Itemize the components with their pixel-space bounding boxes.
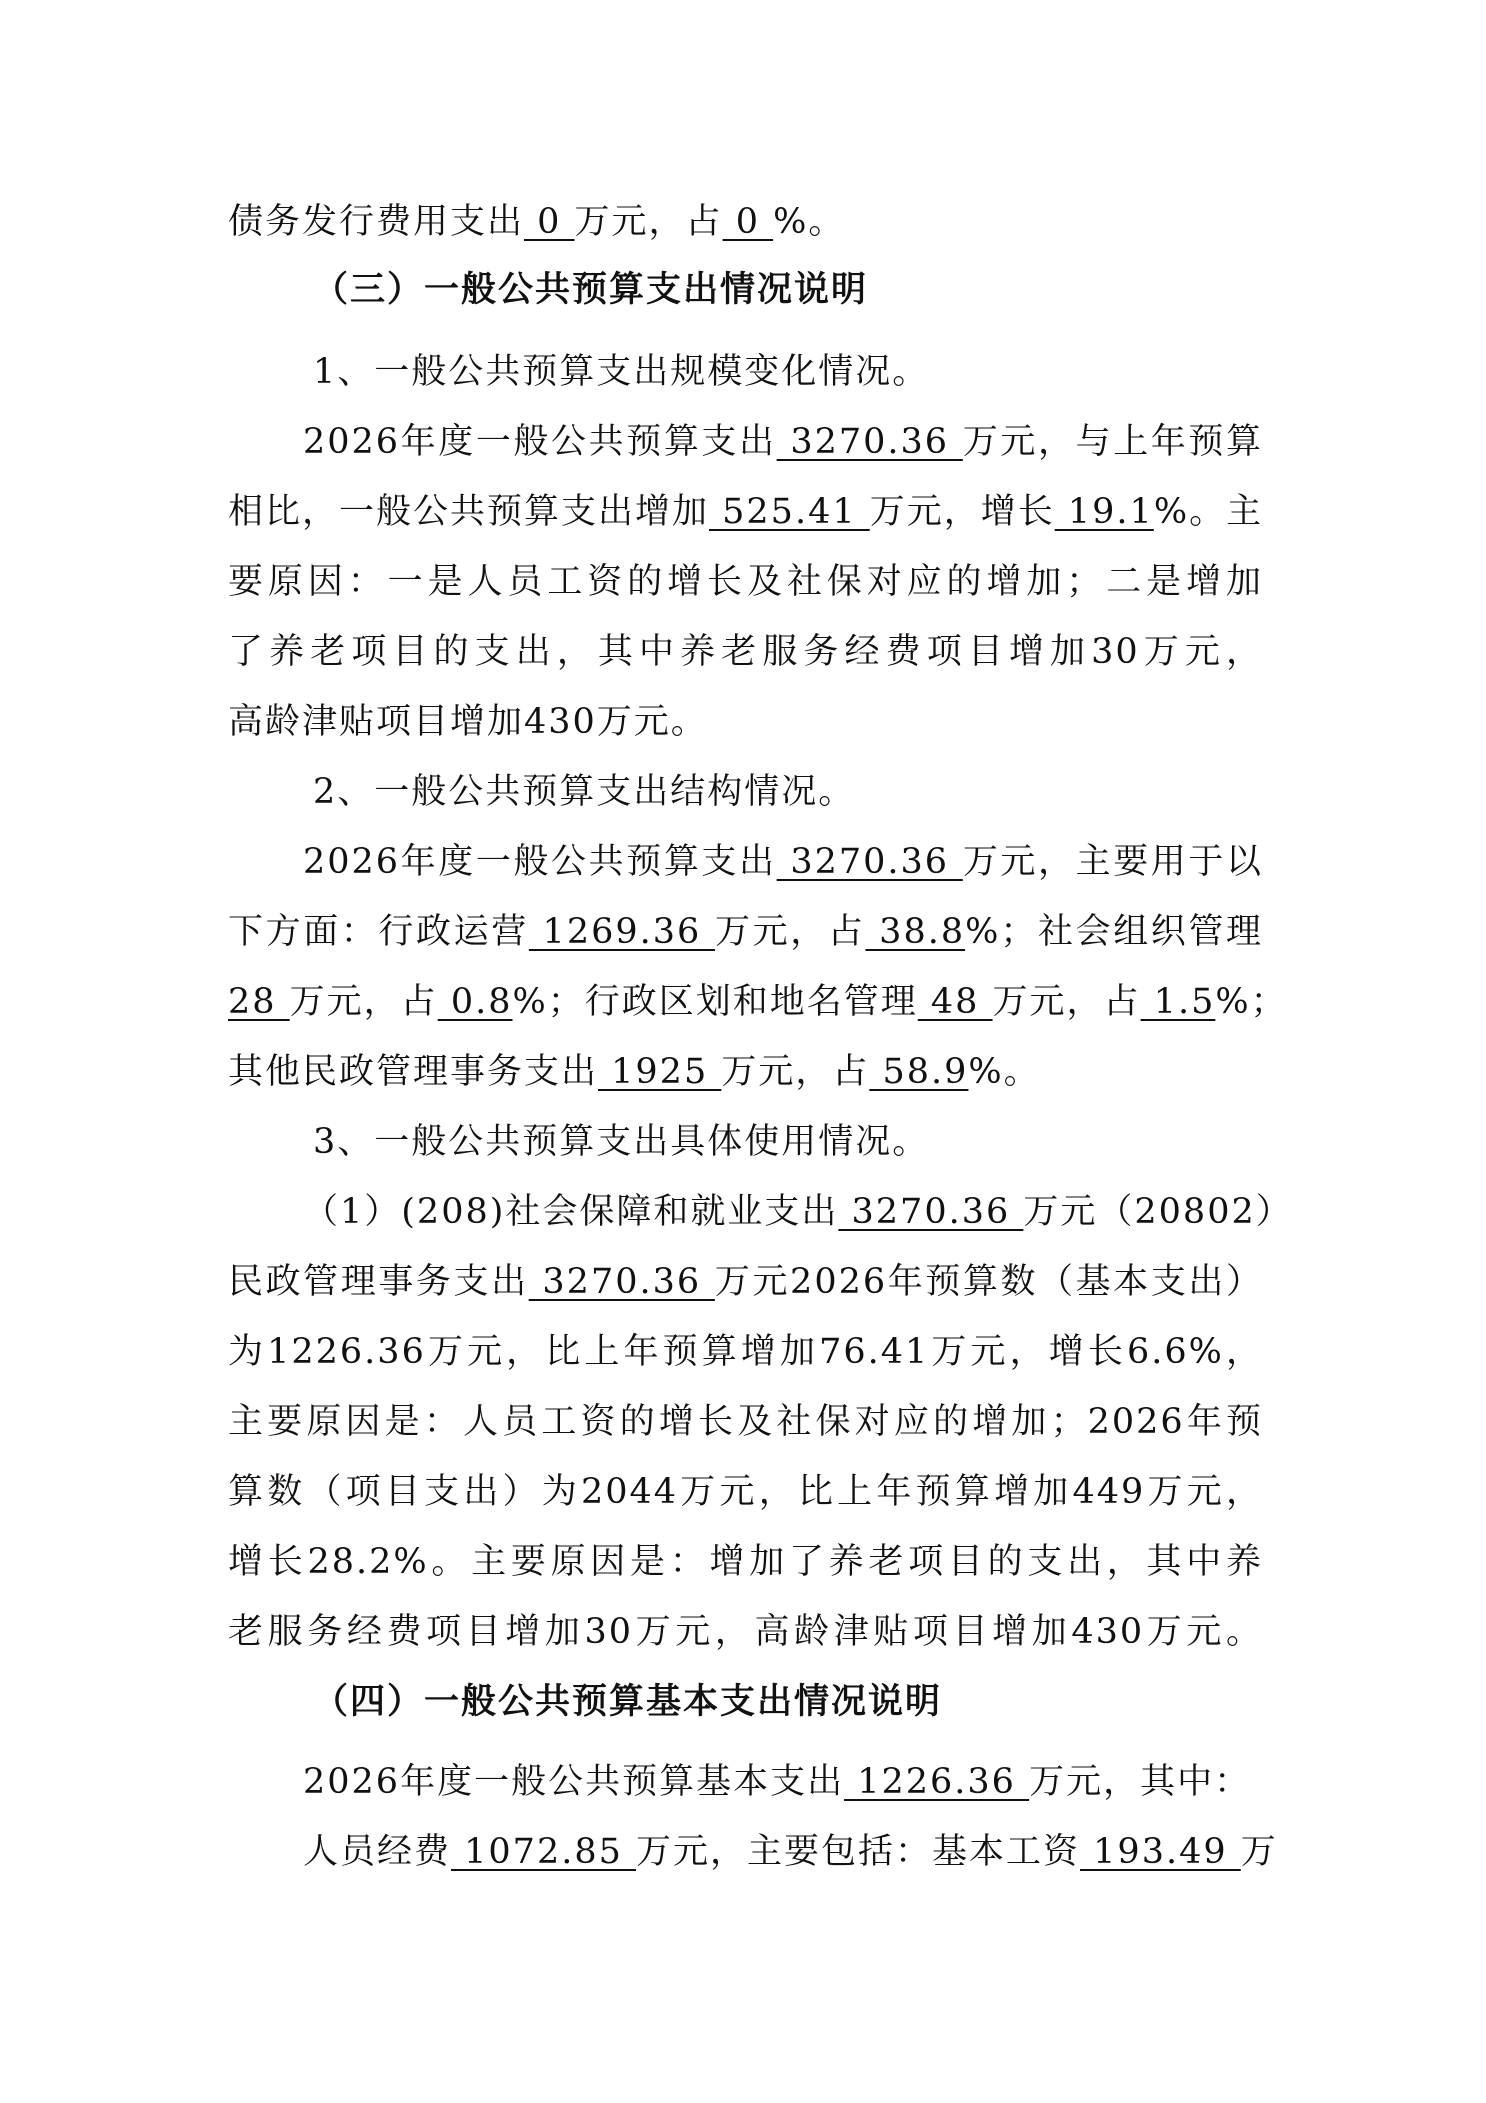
underlined-value: 3270.36	[528, 1262, 715, 1302]
text-line	[228, 1470, 1263, 1520]
text-line	[303, 1830, 1278, 1880]
text-line	[228, 910, 1263, 960]
text-line	[303, 420, 1263, 470]
text-segment: 万元，占	[574, 202, 723, 242]
text-line	[228, 1400, 1263, 1450]
text-line	[228, 490, 1263, 540]
text-segment: 万元，增长	[869, 492, 1055, 532]
underlined-value: 1.5	[1140, 982, 1216, 1022]
underlined-value: 1226.36	[844, 1762, 1030, 1802]
text-segment: 万元，其中：	[1029, 1762, 1252, 1802]
text-segment: 1、一般公共预算支出规模变化情况。	[313, 352, 930, 392]
underlined-value: 19.1	[1054, 492, 1154, 532]
underlined-value: 58.9	[869, 1052, 969, 1092]
text-segment: 万元，占	[289, 982, 438, 1022]
text-segment: %；行政区划和地名管理	[512, 982, 918, 1022]
text-segment: 老服务经费项目增加30万元，高龄津贴项目增加430万元。	[228, 1612, 1263, 1652]
text-segment: 主要原因是：人员工资的增长及社保对应的增加；2026年预	[228, 1402, 1263, 1442]
text-line	[228, 560, 1263, 610]
text-segment: 增长28.2%。主要原因是：增加了养老项目的支出，其中养	[228, 1542, 1263, 1582]
underlined-value: 0	[722, 202, 774, 242]
text-segment: 2026年度一般公共预算基本支出	[303, 1762, 845, 1802]
text-segment: （三）一般公共预算支出情况说明	[313, 270, 869, 310]
underlined-value: 1269.36	[528, 912, 716, 952]
text-segment: 其他民政管理事务支出	[228, 1052, 599, 1092]
text-segment: 3、一般公共预算支出具体使用情况。	[313, 1122, 930, 1162]
text-segment: 下方面：行政运营	[228, 912, 529, 952]
text-segment: 算数（项目支出）为2044万元，比上年预算增加449万元，	[228, 1472, 1263, 1512]
text-line	[228, 1330, 1263, 1380]
text-line	[228, 1260, 1263, 1310]
text-segment: 万	[1240, 1832, 1278, 1872]
text-segment: 万元2026年预算数（基本支出）	[714, 1262, 1263, 1302]
text-line	[228, 980, 1288, 1030]
text-line	[228, 200, 1263, 250]
underlined-value: 3270.36	[776, 422, 963, 462]
text-segment: 2026年度一般公共预算支出	[303, 842, 777, 882]
text-segment: 2、一般公共预算支出结构情况。	[313, 772, 856, 812]
text-segment: 2026年度一般公共预算支出	[303, 422, 777, 462]
text-segment: 万元，占	[992, 982, 1141, 1022]
text-line	[228, 1050, 1263, 1100]
text-segment: 民政管理事务支出	[228, 1262, 529, 1302]
underlined-value: 48	[917, 982, 993, 1022]
text-line	[228, 1610, 1263, 1660]
text-line	[303, 1190, 1293, 1240]
underlined-value: 0	[524, 202, 575, 242]
underlined-value: 1925	[598, 1052, 722, 1092]
text-segment: 万元，占	[715, 912, 866, 952]
text-segment: %；社会组织管理	[965, 912, 1263, 952]
text-segment: 相比，一般公共预算支出增加	[228, 492, 710, 532]
underlined-value: 525.41	[709, 492, 870, 532]
underlined-value: 38.8	[865, 912, 966, 952]
section-heading	[313, 268, 1263, 318]
text-segment: 万元，主要用于以	[962, 842, 1263, 882]
text-segment: 为1226.36万元，比上年预算增加76.41万元，增长6.6%，	[228, 1332, 1263, 1372]
text-segment: %；	[1215, 982, 1288, 1022]
text-line	[228, 700, 1263, 750]
underlined-value: 3270.36	[776, 842, 963, 882]
text-segment: 万元（20802）	[1023, 1192, 1293, 1232]
text-segment: %。	[968, 1052, 1041, 1092]
text-segment: （四）一般公共预算基本支出情况说明	[313, 1682, 943, 1722]
text-line	[228, 630, 1263, 680]
text-segment: %。	[773, 202, 846, 242]
text-segment: （1）(208)社会保障和就业支出	[303, 1192, 839, 1232]
underlined-value: 3270.36	[838, 1192, 1024, 1232]
text-segment: 高龄津贴项目增加430万元。	[228, 702, 708, 742]
text-segment: 要原因：一是人员工资的增长及社保对应的增加；二是增加	[228, 562, 1263, 602]
text-segment: 了养老项目的支出，其中养老服务经费项目增加30万元，	[228, 632, 1263, 672]
text-segment: 万元，与上年预算	[962, 422, 1263, 462]
text-segment: 万元，主要包括：基本工资	[636, 1832, 1081, 1872]
text-line	[313, 1120, 1263, 1170]
underlined-value: 0.8	[437, 982, 513, 1022]
text-line	[313, 350, 1263, 400]
section-heading	[313, 1680, 1263, 1730]
underlined-value: 1072.85	[451, 1832, 637, 1872]
text-line	[303, 840, 1263, 890]
text-line	[303, 1760, 1263, 1810]
text-line	[228, 1540, 1263, 1590]
text-segment: 人员经费	[303, 1832, 452, 1872]
underlined-value: 28	[228, 982, 290, 1022]
text-segment: 债务发行费用支出	[228, 202, 525, 242]
underlined-value: 193.49	[1080, 1832, 1241, 1872]
text-line	[313, 770, 1263, 820]
text-segment: 万元，占	[721, 1052, 870, 1092]
text-segment: %。主	[1153, 492, 1264, 532]
